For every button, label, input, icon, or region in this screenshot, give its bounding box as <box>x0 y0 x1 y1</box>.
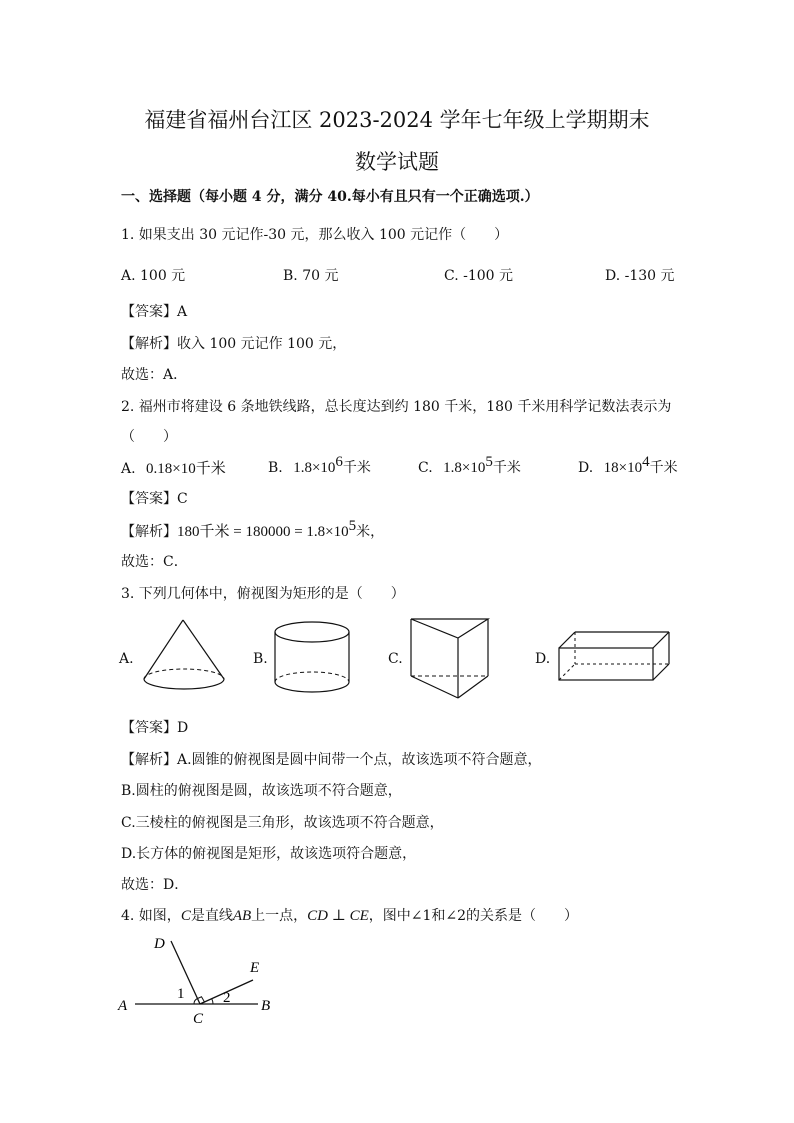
q4-stem-mid3: ，图中∠1和∠2的关系是（ ） <box>368 908 579 924</box>
fig-label-a: A <box>118 998 128 1014</box>
q3-analysis-a: 【解析】A.圆锥的俯视图是圆中间带一个点，故该选项不符合题意， <box>121 752 542 768</box>
q2-analysis <box>121 520 384 541</box>
page-subtitle: 数学试题 <box>355 150 439 174</box>
q2-analysis-suffix: 米， <box>356 524 385 540</box>
q2-option-b-exp: 6 <box>335 454 343 470</box>
q1-option-c: C. -100 元 <box>444 268 514 284</box>
fig-angle-1: 1 <box>177 986 185 1002</box>
cuboid-figure <box>556 630 676 686</box>
q3-option-b-label: B. <box>253 651 268 667</box>
q1-conclusion: 故选：A． <box>121 367 188 383</box>
q2-option-d-base: 18×10 <box>603 460 643 476</box>
q3-stem: 3. 下列几何体中，俯视图为矩形的是（ ） <box>121 586 405 602</box>
q2-analysis-math: 180千米 = 180000 = 1.8×10 <box>177 524 349 540</box>
q2-option-b-unit: 千米 <box>342 460 371 476</box>
q2-option-b <box>268 454 371 477</box>
q2-option-a <box>121 457 226 478</box>
q2-stem: 2. 福州市将建设 6 条地铁线路，总长度达到约 180 千米，180 千米用科学记数法表示为 <box>121 399 672 415</box>
q1-option-b: B. 70 元 <box>283 268 339 284</box>
q2-option-d <box>578 454 678 477</box>
q4-stem <box>121 905 578 925</box>
q1-stem: 1. 如果支出 30 元记作-30 元，那么收入 100 元记作（ ） <box>121 227 509 243</box>
section-header: 一、选择题（每小题 4 分，满分 40.每小有且只有一个正确选项.） <box>121 189 539 205</box>
cone-figure <box>140 614 230 694</box>
q2-analysis-prefix: 【解析】 <box>121 524 177 540</box>
q2-option-c <box>418 454 521 477</box>
q2-analysis-exp: 5 <box>348 518 357 534</box>
q1-answer: 【答案】A <box>121 304 188 320</box>
q3-analysis-b: B.圆柱的俯视图是圆，故该选项不符合题意， <box>121 783 402 799</box>
q1-option-a: A. 100 元 <box>121 268 186 284</box>
q2-answer: 【答案】C <box>121 491 188 507</box>
q3-answer: 【答案】D <box>121 720 189 736</box>
q3-option-d-label: D. <box>535 651 551 667</box>
q2-option-d-label: D. <box>578 460 594 476</box>
q4-stem-line-ab: AB <box>232 908 252 924</box>
q3-analysis-c: C.三棱柱的俯视图是三角形，故该选项不符合题意， <box>121 815 444 831</box>
q3-conclusion: 故选：D． <box>121 877 189 893</box>
triangular-prism-figure <box>408 614 494 704</box>
fig-label-c: C <box>193 1011 204 1027</box>
angle-figure <box>115 932 285 1052</box>
q4-stem-mid1: 是直线 <box>190 908 233 924</box>
q2-option-c-exp: 5 <box>485 454 493 470</box>
q2-option-a-label: A. <box>121 461 136 477</box>
q2-option-c-base: 1.8×10 <box>443 460 486 476</box>
fig-label-e: E <box>250 960 260 976</box>
q2-conclusion: 故选：C． <box>121 554 188 570</box>
fig-label-d: D <box>154 936 165 952</box>
page-title: 福建省福州台江区 2023-2024 学年七年级上学期期末 <box>144 108 650 132</box>
q2-option-a-value: 0.18×10千米 <box>146 461 226 477</box>
q4-stem-mid2: 上一点， <box>251 908 308 924</box>
q2-option-c-label: C. <box>418 460 433 476</box>
q3-analysis-d: D.长方体的俯视图是矩形，故该选项符合题意， <box>121 846 417 862</box>
q2-paren: （ ） <box>121 429 177 445</box>
q2-option-d-unit: 千米 <box>649 460 678 476</box>
q2-option-b-label: B. <box>268 460 283 476</box>
q3-option-c-label: C. <box>388 651 403 667</box>
q4-stem-perp: CD ⊥ CE <box>307 908 369 924</box>
q2-option-c-unit: 千米 <box>492 460 521 476</box>
q1-option-d: D. -130 元 <box>605 268 675 284</box>
q4-stem-prefix: 4. 如图， <box>121 908 181 924</box>
cylinder-figure <box>272 620 358 696</box>
q4-stem-point-c: C <box>180 908 191 924</box>
q2-option-d-exp: 4 <box>642 454 650 470</box>
q3-option-a-label: A. <box>119 651 134 667</box>
q1-analysis: 【解析】收入 100 元记作 100 元， <box>121 336 347 352</box>
fig-angle-2: 2 <box>223 990 231 1006</box>
q2-option-b-base: 1.8×10 <box>293 460 336 476</box>
fig-label-b: B <box>261 998 271 1014</box>
